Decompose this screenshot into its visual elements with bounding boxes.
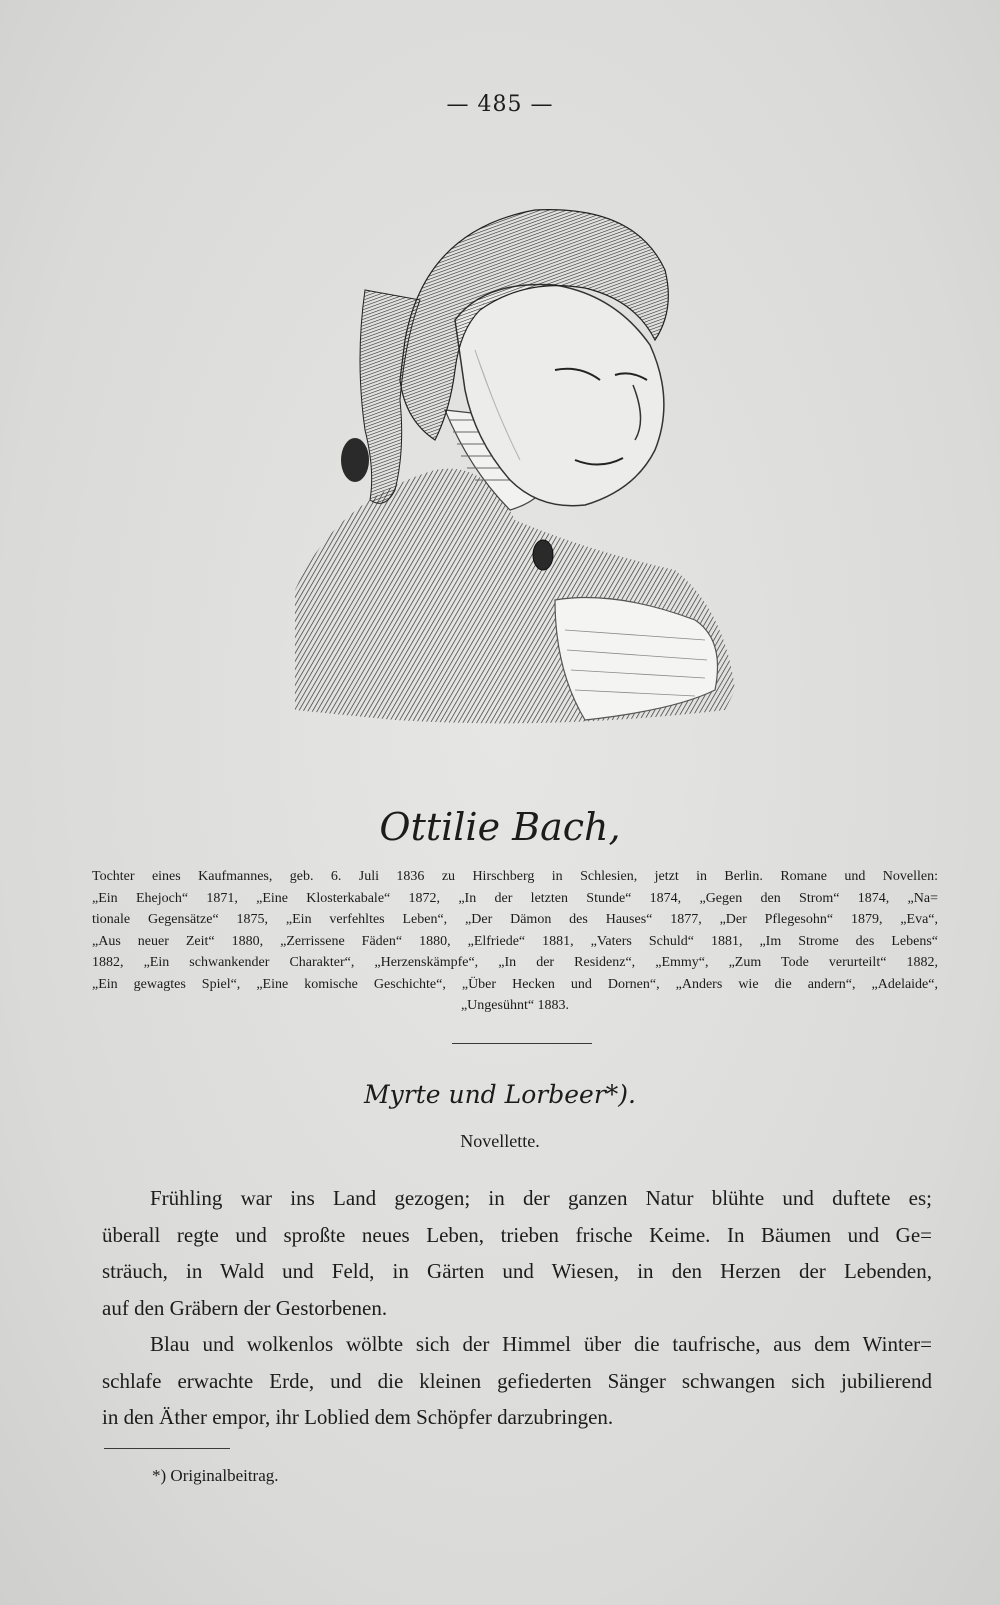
- paragraph-line: in den Äther empor, ihr Loblied dem Schöpfer darzubringen.: [102, 1405, 614, 1429]
- page-number: — 485 —: [446, 92, 554, 117]
- paragraph-line: Blau und wolkenlos wölbte sich der Himmel über die taufrische, aus dem Winter=: [150, 1332, 932, 1356]
- bio-line: „Ungesühnt“ 1883.: [460, 998, 570, 1013]
- bio-line: tionale Gegensätze“ 1875, „Ein verfehltes Leben“, „Der Dämon des Hauses“ 1877, „Der Pflegesohn“ 1879, „Eva“,: [92, 912, 938, 927]
- paragraph-line: auf den Gräbern der Gestorbenen.: [102, 1295, 388, 1320]
- portrait-engraving: [255, 170, 755, 760]
- section-divider: [452, 1043, 592, 1044]
- story-body: [102, 1180, 932, 1436]
- story-title: Myrte und Lorbeer*).: [364, 1080, 636, 1109]
- bio-line: Tochter eines Kaufmannes, geb. 6. Juli 1836 zu Hirschberg in Schlesien, jetzt in Berlin. Romane und Novellen:: [92, 869, 938, 884]
- author-name: Ottilie Bach,: [379, 805, 621, 849]
- bio-line: 1882, „Ein schwankender Charakter“, „Herzenskämpfe“, „In der Residenz“, „Emmy“, „Zum Tode verurteilt“ 1882,: [92, 955, 938, 970]
- bio-line: „Ein gewagtes Spiel“, „Eine komische Geschichte“, „Über Hecken und Dornen“, „Anders wie die andern“, „Adelaide“,: [92, 976, 938, 992]
- author-biography: [92, 866, 938, 1017]
- footnote: *) Originalbeitrag.: [152, 1466, 279, 1485]
- paragraph-line: überall regte und sproßte neues Leben, trieben frische Keime. In Bäumen und Ge=: [102, 1222, 932, 1247]
- footnote-divider: [104, 1448, 230, 1449]
- bio-line: „Aus neuer Zeit“ 1880, „Zerrissene Fäden“ 1880, „Elfriede“ 1881, „Vaters Schuld“ 1881, „Im Strome des Lebens“: [92, 933, 938, 949]
- paragraph-line: schlafe erwachte Erde, und die kleinen gefiederten Sänger schwangen sich jubilierend: [102, 1368, 932, 1393]
- paragraph-line: Frühling war ins Land gezogen; in der ganzen Natur blühte und duftete es;: [150, 1186, 932, 1210]
- story-subtitle: Novellette.: [460, 1131, 540, 1151]
- paragraph-line: sträuch, in Wald und Feld, in Gärten und Wiesen, in den Herzen der Lebenden,: [102, 1259, 932, 1283]
- bio-line: „Ein Ehejoch“ 1871, „Eine Klosterkabale“ 1872, „In der letzten Stunde“ 1874, „Gegen den Strom“ 1874, „Na=: [92, 890, 938, 906]
